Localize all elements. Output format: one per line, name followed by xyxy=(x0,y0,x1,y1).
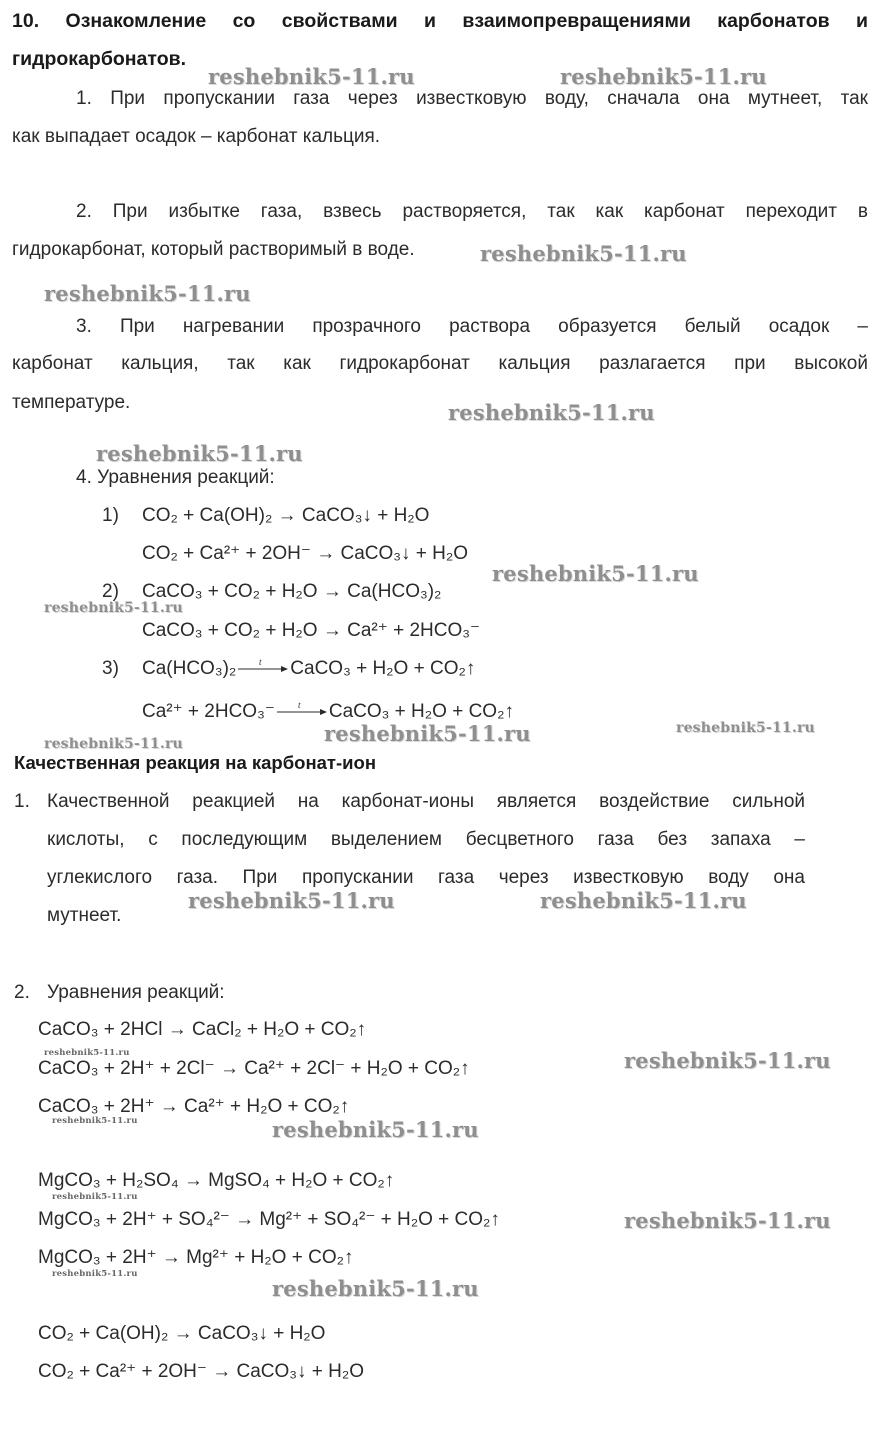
watermark: reshebnik5-11.ru xyxy=(96,441,303,466)
equation-s2-8: CO₂ + Ca²⁺ + 2OH⁻ → CaCO₃↓ + H₂O xyxy=(38,1361,365,1382)
section-heading-qualitative: Качественная реакция на карбонат-ион xyxy=(14,752,376,773)
reactions-heading: 4. Уравнения реакций: xyxy=(76,467,275,488)
watermark: reshebnik5-11.ru xyxy=(188,888,395,913)
heat-arrow-2-label: t xyxy=(297,701,301,710)
watermark: reshebnik5-11.ru xyxy=(540,888,747,913)
watermark: reshebnik5-11.ru xyxy=(480,241,687,266)
item-2-number: 2. xyxy=(14,982,30,1003)
watermark: reshebnik5-11.ru xyxy=(448,400,655,425)
equation-number-2: 2) xyxy=(102,581,119,602)
heat-arrow-1 xyxy=(237,658,289,680)
paragraph-3-line-3: температуре. xyxy=(12,392,131,413)
equation-1a: CO₂ + Ca(OH)₂ → CaCO₃↓ + H₂O xyxy=(142,505,430,526)
equation-2a: CaCO₃ + CO₂ + H₂O → Ca(HCO₃)₂ xyxy=(142,581,442,602)
equation-number-1: 1) xyxy=(102,505,119,526)
watermark: reshebnik5-11.ru xyxy=(52,1116,138,1126)
item-1-line-4: мутнеет. xyxy=(47,905,122,926)
item-1-line-1: Качественной реакцией на карбонат-ионы является воздействие сильной xyxy=(47,791,805,812)
page-title-line-1: 10. Ознакомление со свойствами и взаимопревращениями карбонатов и xyxy=(12,10,868,32)
paragraph-1-line-1: 1. При пропускании газа через известковую воду, сначала она мутнеет, так xyxy=(76,88,868,109)
equation-1b: CO₂ + Ca²⁺ + 2OH⁻ → CaCO₃↓ + H₂O xyxy=(142,543,469,564)
item-1-number: 1. xyxy=(14,791,30,812)
paragraph-3-line-1: 3. При нагревании прозрачного раствора образуется белый осадок – xyxy=(76,316,868,337)
equation-3a-products: CaCO₃ + H₂O + CO₂↑ xyxy=(290,658,476,679)
equation-s2-1: CaCO₃ + 2HCl → CaCl₂ + H₂O + CO₂↑ xyxy=(38,1019,367,1040)
watermark: reshebnik5-11.ru xyxy=(272,1117,479,1142)
item-1-line-2: кислоты, с последующим выделением бесцветного газа без запаха – xyxy=(47,829,805,850)
paragraph-3-line-2: карбонат кальция, так как гидрокарбонат кальция разлагается при высокой xyxy=(12,353,868,374)
paragraph-1-line-2: как выпадает осадок – карбонат кальция. xyxy=(12,126,381,147)
equation-s2-5: MgCO₃ + 2H⁺ + SO₄²⁻ → Mg²⁺ + SO₄²⁻ + H₂O + CO₂↑ xyxy=(38,1209,500,1230)
watermark: reshebnik5-11.ru xyxy=(324,721,531,746)
heat-arrow-2 xyxy=(276,701,328,723)
watermark: reshebnik5-11.ru xyxy=(624,1048,831,1073)
watermark: reshebnik5-11.ru xyxy=(676,720,815,736)
watermark: reshebnik5-11.ru xyxy=(272,1276,479,1301)
watermark: reshebnik5-11.ru xyxy=(208,64,415,89)
watermark: reshebnik5-11.ru xyxy=(52,1269,138,1279)
watermark: reshebnik5-11.ru xyxy=(560,64,767,89)
equation-number-3: 3) xyxy=(102,658,119,679)
watermark: reshebnik5-11.ru xyxy=(44,736,183,752)
equation-s2-2: CaCO₃ + 2H⁺ + 2Cl⁻ → Ca²⁺ + 2Cl⁻ + H₂O + CO₂↑ xyxy=(38,1058,470,1079)
equation-2b: CaCO₃ + CO₂ + H₂O → Ca²⁺ + 2HCO₃⁻ xyxy=(142,620,480,641)
equation-3a-reactants: Ca(HCO₃)₂ xyxy=(142,658,237,679)
equation-3a xyxy=(142,658,475,680)
paragraph-2-line-2: гидрокарбонат, который растворимый в воде. xyxy=(12,239,415,260)
watermark: reshebnik5-11.ru xyxy=(624,1208,831,1233)
page-title-line-2: гидрокарбонатов. xyxy=(12,48,187,70)
equation-3b-reactants: Ca²⁺ + 2HCO₃⁻ xyxy=(142,701,275,722)
equation-s2-4: MgCO₃ + H₂SO₄ → MgSO₄ + H₂O + CO₂↑ xyxy=(38,1170,395,1191)
item-2-text: Уравнения реакций: xyxy=(47,982,225,1003)
equation-s2-6: MgCO₃ + 2H⁺ → Mg²⁺ + H₂O + CO₂↑ xyxy=(38,1247,354,1268)
equation-3b xyxy=(142,700,514,723)
equation-s2-7: CO₂ + Ca(OH)₂ → CaCO₃↓ + H₂O xyxy=(38,1323,326,1344)
watermark: reshebnik5-11.ru xyxy=(44,1048,130,1058)
item-1-line-3: углекислого газа. При пропускании газа через известковую воду она xyxy=(47,867,805,888)
heat-arrow-1-label: t xyxy=(259,658,262,667)
equation-s2-3: CaCO₃ + 2H⁺ → Ca²⁺ + H₂O + CO₂↑ xyxy=(38,1096,350,1117)
watermark: reshebnik5-11.ru xyxy=(44,600,183,616)
equation-3b-products: CaCO₃ + H₂O + CO₂↑ xyxy=(328,701,514,722)
watermark: reshebnik5-11.ru xyxy=(492,561,699,586)
watermark: reshebnik5-11.ru xyxy=(44,281,251,306)
watermark: reshebnik5-11.ru xyxy=(52,1192,138,1202)
paragraph-2-line-1: 2. При избытке газа, взвесь растворяется, так как карбонат переходит в xyxy=(76,201,868,222)
